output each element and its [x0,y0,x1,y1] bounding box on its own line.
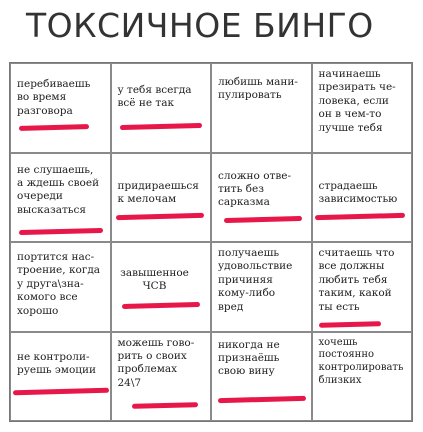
red-underline-mark [318,321,380,328]
bingo-cell-text: страдаешь зависимостью [318,179,398,205]
red-underline-mark [115,212,203,219]
bingo-cell-text: у тебя всегда всё не так [117,84,192,110]
bingo-cell-text: не контроли- руешь эмоции [17,350,97,376]
bingo-cell[interactable] [312,332,413,422]
bingo-cell-text: завышенное ЧСВ [120,267,189,293]
bingo-cell[interactable] [312,153,413,243]
bingo-cell[interactable] [111,242,212,332]
red-underline-mark [19,227,103,234]
red-underline-mark [224,215,302,222]
bingo-cell-text: хочешь постоянно контролировать близких [318,336,404,386]
red-underline-mark [314,212,404,219]
bingo-cell[interactable] [211,153,312,243]
bingo-cell[interactable] [211,63,312,153]
bingo-cell[interactable] [10,153,111,243]
bingo-cell-text: никогда не признаёшь свою вину [218,338,280,378]
bingo-cell[interactable] [111,153,212,243]
red-underline-mark [19,124,89,131]
red-underline-mark [119,123,201,130]
red-underline-mark [131,402,197,409]
bingo-cell-text: перебиваешь во время разговора [17,78,91,117]
bingo-cell-text: придираешься к мелочам [117,179,199,205]
red-underline-mark [121,302,199,309]
bingo-cell[interactable] [211,332,312,422]
bingo-cell[interactable] [10,332,111,422]
bingo-grid [9,62,413,422]
bingo-cell-text: получаешь удовольствие причиняя кому-либо вред [218,247,293,313]
bingo-cell-text: начинаешь презирать че- ловека, если он в чем-то лучше тебя [318,68,396,134]
bingo-cell-text: можешь гово- рить о своих проблемах 24\7 [117,336,195,389]
bingo-cell-text: считаешь что все должны любить тебя таким, какой ты есть [318,247,395,313]
bingo-cell-text: любишь мани- пулировать [218,76,298,102]
bingo-cell[interactable] [312,63,413,153]
bingo-cell[interactable] [211,242,312,332]
red-underline-mark [13,387,109,395]
bingo-cell[interactable] [312,242,413,332]
bingo-cell[interactable] [111,63,212,153]
bingo-cell-text: не слушаешь, а ждешь своей очереди высказаться [17,163,100,216]
bingo-cell-text: сложно отве- тить без сарказма [218,169,291,209]
bingo-cell[interactable] [111,332,212,422]
red-underline-mark [218,395,306,402]
bingo-cell[interactable] [10,242,111,332]
bingo-cell[interactable] [10,63,111,153]
bingo-cell-text: портится нас- троение, когда у друга\зна- комого все хорошо [17,251,101,317]
page-title: ТОКСИЧНОЕ БИНГО [26,6,374,45]
